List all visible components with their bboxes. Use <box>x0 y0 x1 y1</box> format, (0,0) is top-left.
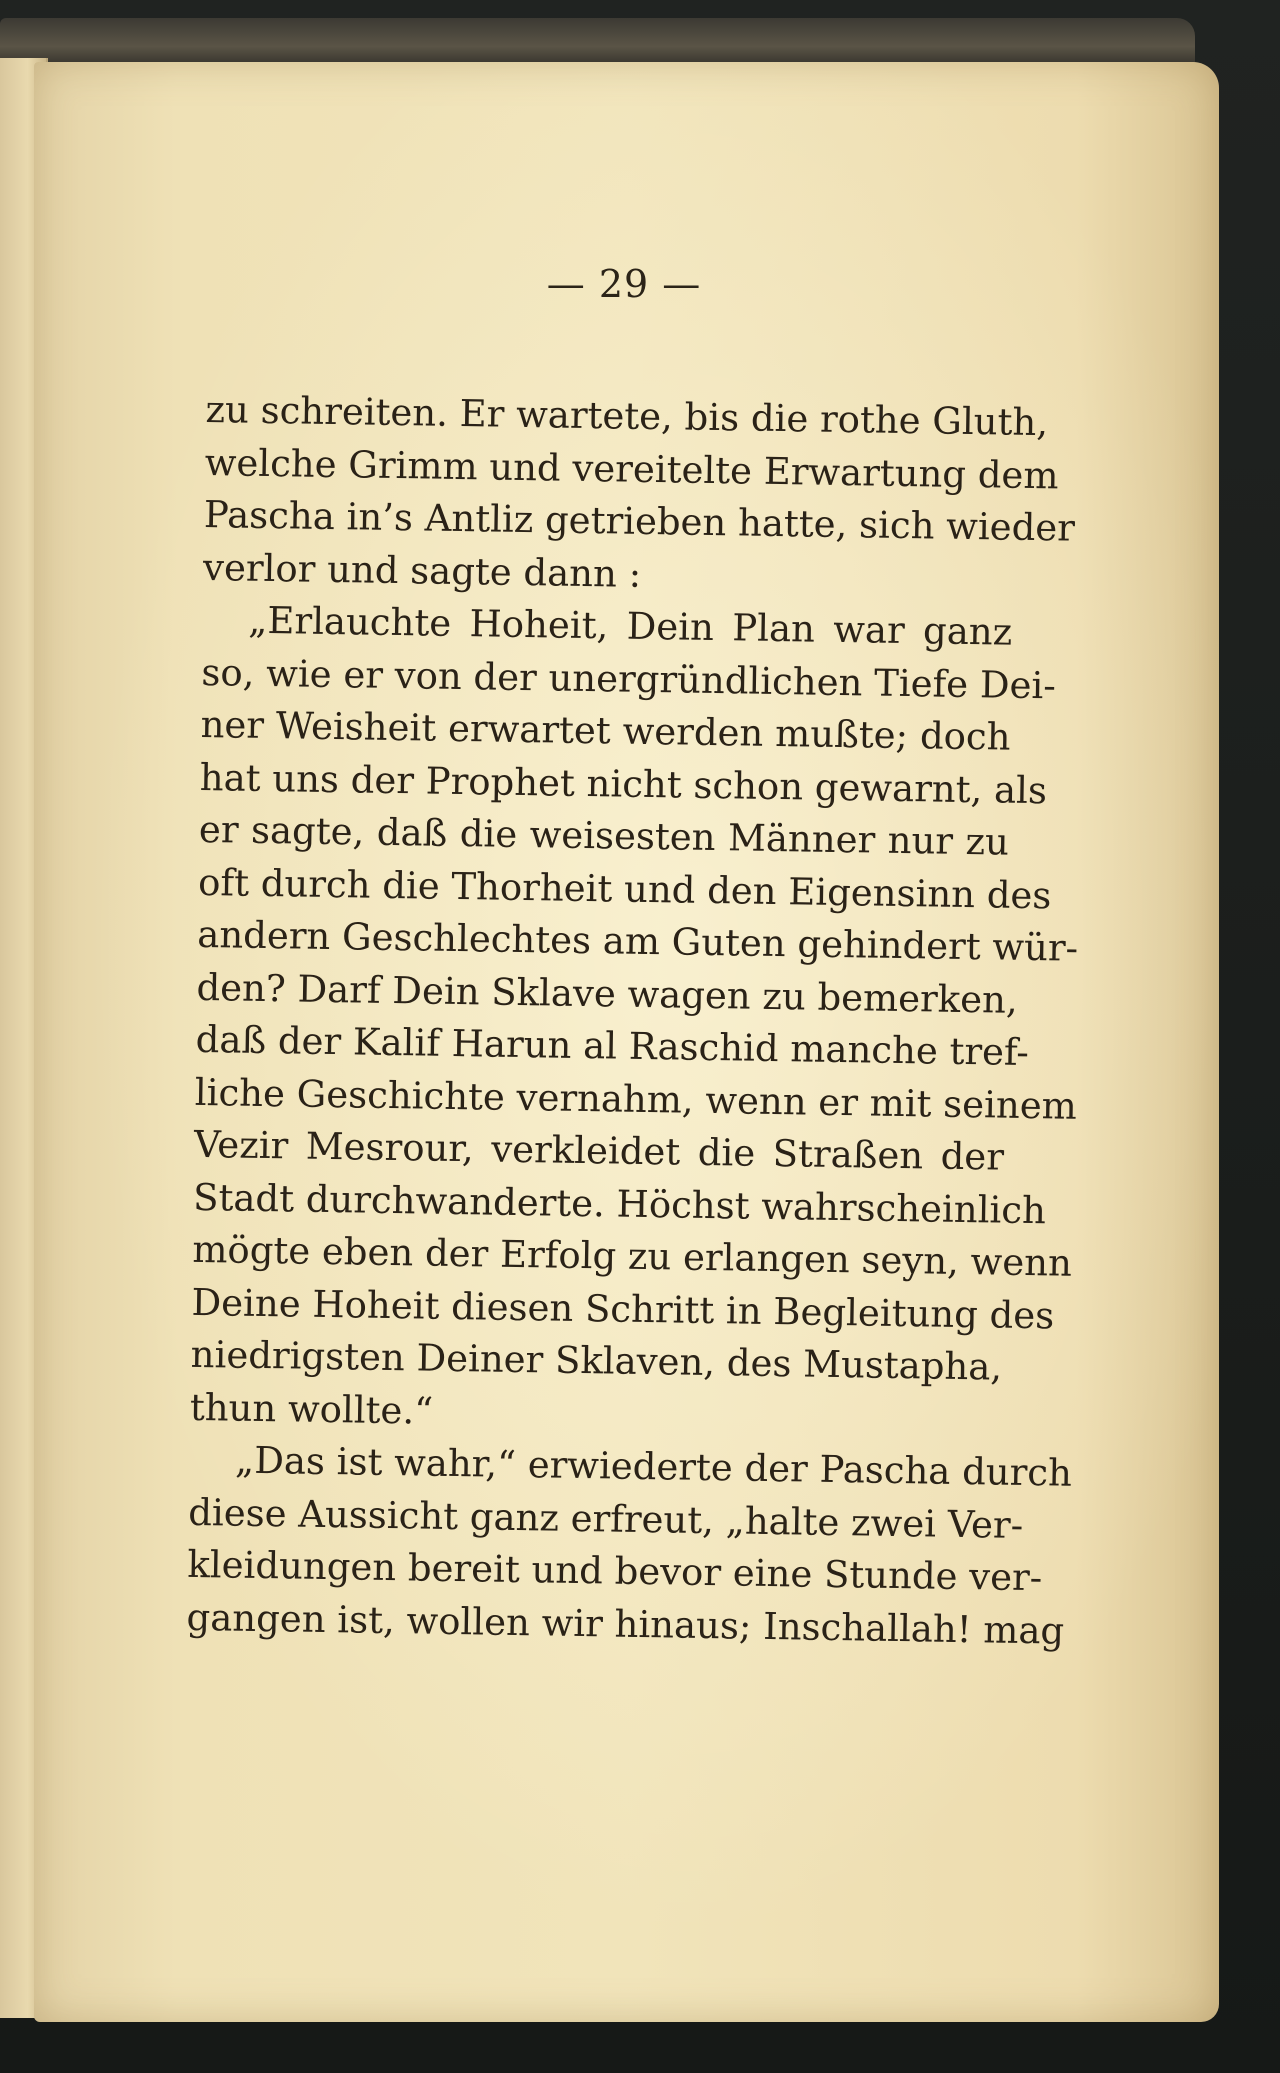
text-line: Vezir Mesrour, verkleidet die Straßen der <box>193 1122 1005 1179</box>
text-line: thun wollte.“ <box>189 1385 434 1433</box>
text-line: gangen ist, wollen wir hinaus; Inschallah! mag <box>186 1595 1065 1653</box>
text-line: mögte eben der Erfolg zu erlangen seyn, wenn <box>192 1227 1073 1285</box>
text-line: „Erlauchte Hoheit, Dein Plan war ganz <box>247 598 1013 654</box>
text-line: daß der Kalif Harun al Raschid manche tref- <box>195 1017 1030 1075</box>
text-line: liche Geschichte vernahm, wenn er mit seinem <box>194 1070 1078 1128</box>
text-line: den? Darf Dein Sklave wagen zu bemerken, <box>196 965 1018 1022</box>
text-line: Stadt durchwanderte. Höchst wahrscheinlich <box>192 1175 1047 1232</box>
book-page <box>34 62 1219 2022</box>
text-line: hat uns der Prophet nicht schon gewarnt, als <box>199 755 1048 812</box>
text-line: so, wie er von der unergründlichen Tiefe Dei- <box>201 650 1057 707</box>
text-line: niedrigsten Deiner Sklaven, des Mustapha, <box>190 1332 1003 1389</box>
text-line: welche Grimm und vereitelte Erwartung dem <box>204 440 1059 497</box>
text-line: „Das ist wahr,“ erwiederte der Pascha durch <box>234 1438 1073 1495</box>
text-line: verlor und sagte dann : <box>202 545 642 596</box>
text-line: kleidungen bereit und bevor eine Stunde ver- <box>187 1542 1043 1600</box>
body-text <box>186 384 1079 1657</box>
text-line: Deine Hoheit diesen Schritt in Begleitung des <box>191 1280 1055 1337</box>
text-line: diese Aussicht ganz erfreut, „halte zwei Ver- <box>187 1490 1024 1547</box>
text-line: zu schreiten. Er wartete, bis die rothe Gluth, <box>205 387 1049 445</box>
text-line: andern Geschlechtes am Guten gehindert wür- <box>197 912 1079 970</box>
text-line: ner Weisheit erwartet werden mußte; doch <box>200 702 1011 759</box>
page-number: — 29 — <box>546 262 702 306</box>
text-line: er sagte, daß die weisesten Männer nur zu <box>198 807 1010 864</box>
text-line: oft durch die Thorheit und den Eigensinn des <box>197 860 1052 917</box>
text-line: Pascha in’s Antliz getrieben hatte, sich wieder <box>203 492 1076 550</box>
